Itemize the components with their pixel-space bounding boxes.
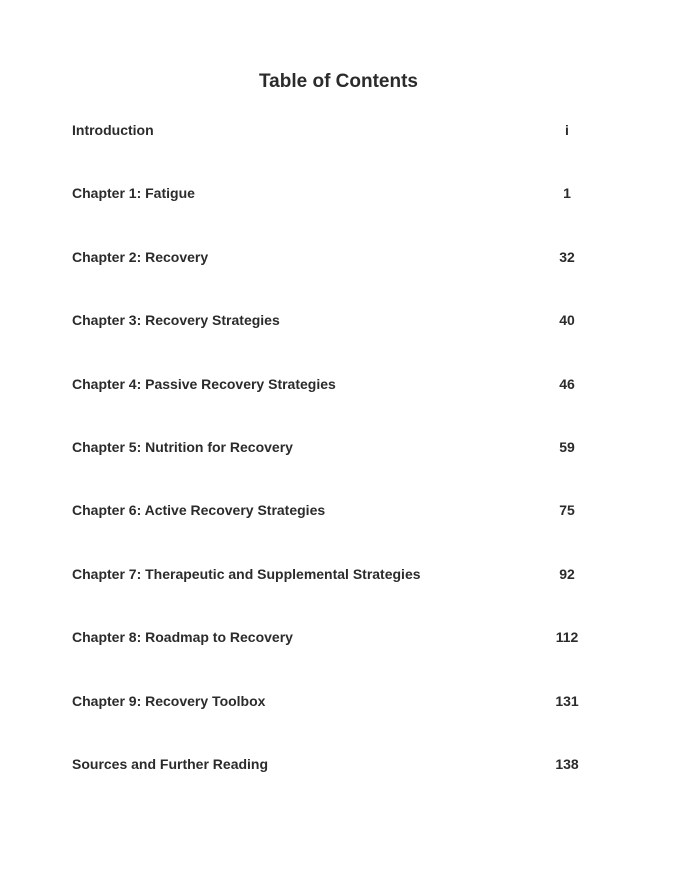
toc-entry-page-number: 112 [555,629,579,646]
toc-entry-label: Chapter 7: Therapeutic and Supplemental Strategies [72,565,421,582]
toc-entry [72,376,591,392]
toc-entry-label: Chapter 9: Recovery Toolbox [72,692,266,709]
toc-entry [72,693,591,709]
toc-entry [72,249,591,265]
toc-entry-label: Chapter 3: Recovery Strategies [72,312,280,329]
toc-entry-label: Chapter 8: Roadmap to Recovery [72,629,293,646]
toc-entry-page-number: 1 [563,185,571,202]
toc-entry-page-number: 46 [559,375,575,392]
toc-entry-page-number: 32 [559,248,575,265]
toc-entry-page-number: 75 [559,502,575,519]
toc-entry [72,122,591,138]
toc-entry-page-number: 131 [555,692,579,709]
toc-entry-label: Chapter 4: Passive Recovery Strategies [72,375,336,392]
toc-entry [72,756,591,772]
toc-entry-label: Introduction [72,122,154,138]
toc-entry-page-number: 59 [559,438,575,455]
toc-entry [72,502,591,518]
toc-entry-page-number: 138 [555,755,579,772]
toc-list [0,122,677,772]
toc-entry-page-number: i [565,122,569,138]
toc-entry-label: Chapter 5: Nutrition for Recovery [72,438,293,455]
toc-entry-label: Chapter 1: Fatigue [72,185,195,202]
toc-entry [72,185,591,201]
toc-entry-page-number: 40 [559,312,575,329]
toc-entry-page-number: 92 [559,565,575,582]
toc-entry [72,312,591,328]
page-title: Table of Contents [258,71,419,92]
toc-entry [72,439,591,455]
toc-entry-label: Chapter 2: Recovery [72,248,209,265]
toc-entry [72,629,591,645]
toc-entry-label: Chapter 6: Active Recovery Strategies [72,502,326,519]
toc-entry-label: Sources and Further Reading [72,755,269,772]
toc-entry [72,566,591,582]
